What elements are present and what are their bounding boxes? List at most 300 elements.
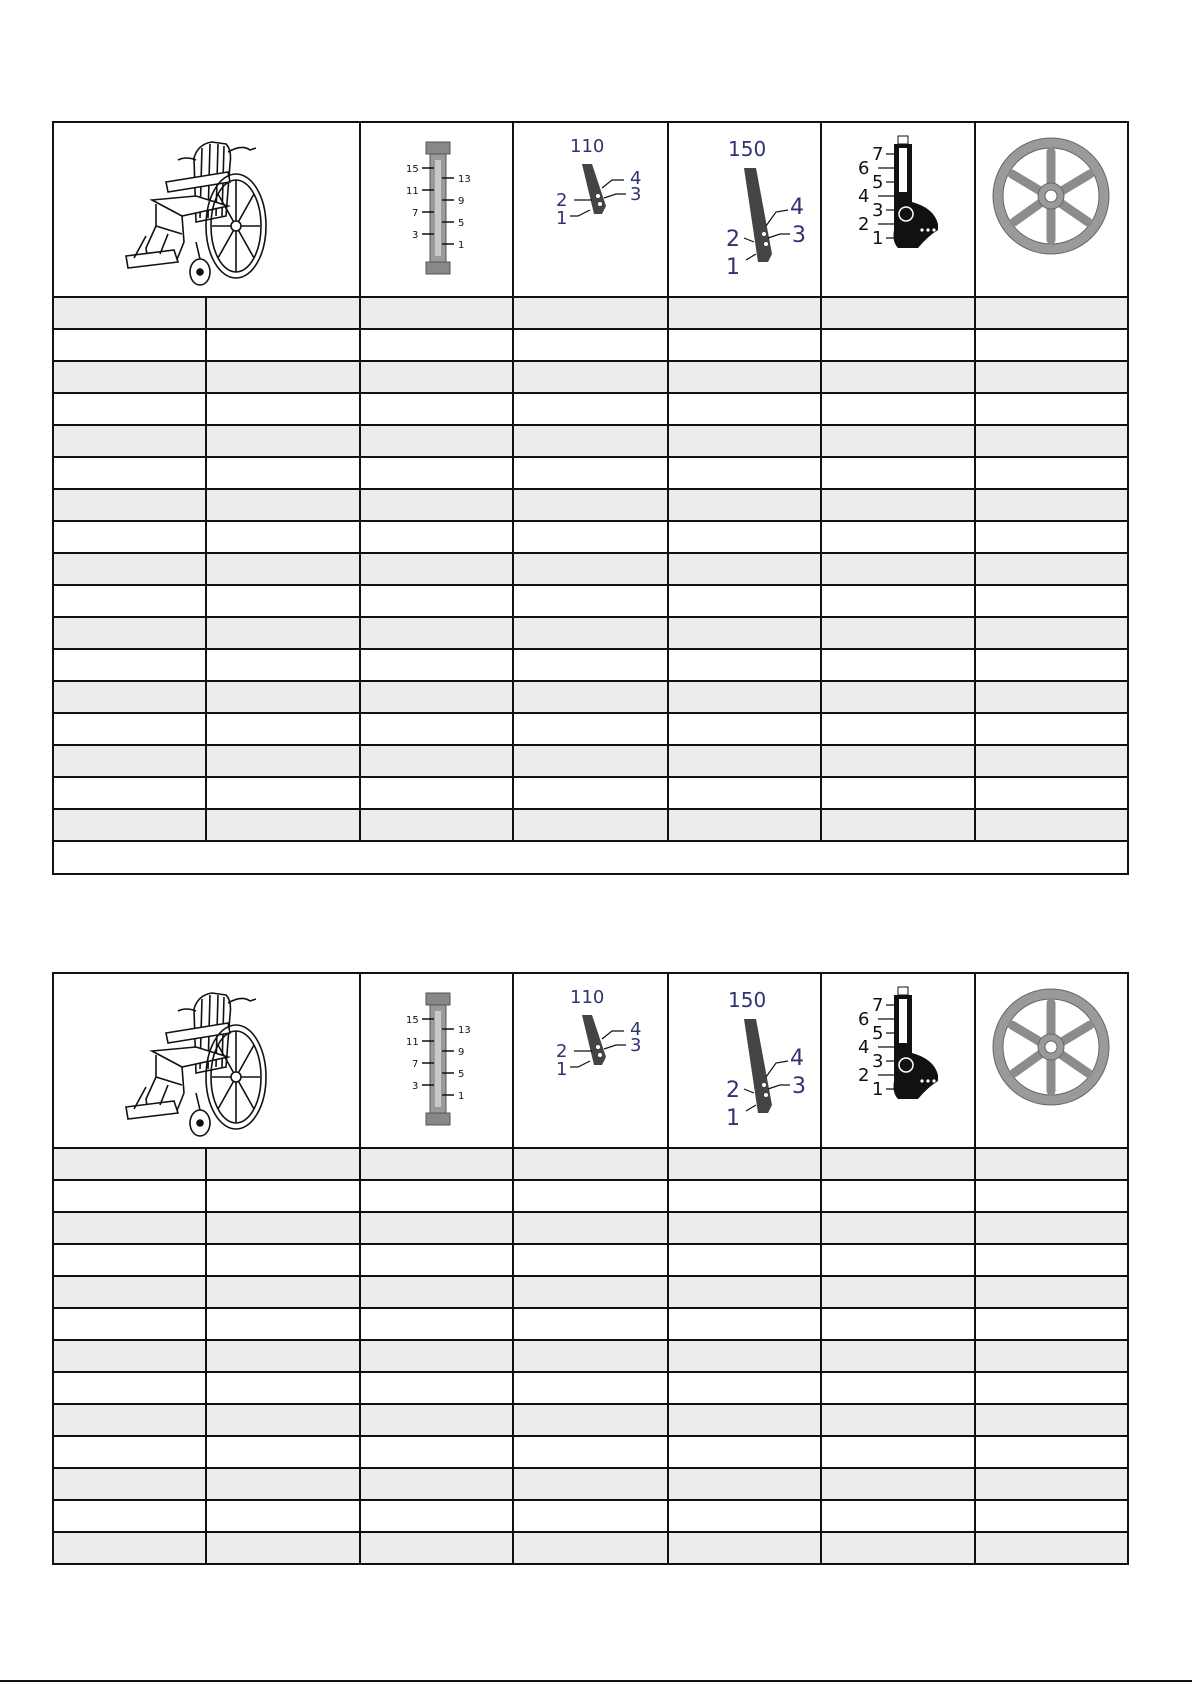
table-cell[interactable] [53,1372,206,1404]
table-cell[interactable] [668,585,821,617]
caster-label: 2 [857,1064,870,1086]
table-cell[interactable] [360,1244,513,1276]
table-cell[interactable] [668,393,821,425]
table-cell[interactable] [975,1468,1128,1500]
caster-label: 1 [871,227,884,249]
table-cell[interactable] [821,1340,974,1372]
table-row [53,681,1128,713]
table-cell[interactable] [975,553,1128,585]
table-row [53,1308,1128,1340]
table-cell[interactable] [360,1404,513,1436]
table-cell[interactable] [360,809,513,841]
table-row [53,1148,1128,1180]
table-cell[interactable] [668,521,821,553]
table-cell[interactable] [360,1468,513,1500]
table-cell[interactable] [668,681,821,713]
scale-label-left: 15 [405,1014,419,1026]
table-row [53,1468,1128,1500]
table-cell[interactable] [821,1308,974,1340]
table-footer-row [53,841,1128,874]
table-cell[interactable] [360,521,513,553]
scale-label-right: 1 [457,239,464,251]
bracket-150-cell [668,122,821,297]
table-row [53,777,1128,809]
table-cell[interactable] [513,1532,667,1564]
table-cell[interactable] [360,489,513,521]
bracket-label: 1 [726,1105,741,1131]
bracket-150-cell [668,973,821,1148]
table-cell[interactable] [53,1148,206,1180]
table-row [53,617,1128,649]
table-cell[interactable] [53,457,206,489]
caster-label: 4 [857,1036,870,1058]
table-cell[interactable] [668,329,821,361]
table-cell[interactable] [53,329,206,361]
wheel-icon [986,981,1116,1141]
bracket-title: 110 [570,986,605,1008]
table-cell[interactable] [360,1148,513,1180]
bracket-title: 150 [728,136,767,161]
table-cell[interactable] [668,1532,821,1564]
table-cell[interactable] [513,297,667,329]
table-cell[interactable] [206,489,359,521]
table-row [53,553,1128,585]
table-cell[interactable] [668,1500,821,1532]
table-cell[interactable] [53,649,206,681]
table-cell[interactable] [360,1276,513,1308]
table-cell[interactable] [53,553,206,585]
table-cell[interactable] [668,425,821,457]
table-cell[interactable] [513,713,667,745]
table-cell[interactable] [821,457,974,489]
table-cell[interactable] [206,1148,359,1180]
table-cell[interactable] [513,521,667,553]
bracket-icon [684,130,807,290]
table-cell[interactable] [975,297,1128,329]
table-cell[interactable] [206,809,359,841]
table-cell[interactable] [975,457,1128,489]
table-cell[interactable] [975,489,1128,521]
table-cell[interactable] [206,1340,359,1372]
table-cell[interactable] [821,745,974,777]
scale-label-right: 9 [457,1046,464,1058]
table-cell[interactable] [360,681,513,713]
table-cell[interactable] [360,553,513,585]
table-cell[interactable] [360,1532,513,1564]
table-cell[interactable] [975,1340,1128,1372]
table-cell[interactable] [206,457,359,489]
table-cell[interactable] [513,1372,667,1404]
table-cell[interactable] [668,713,821,745]
caster-label: 6 [857,157,870,179]
table-row [53,1276,1128,1308]
caster-label: 5 [871,171,884,193]
wheelchair-icon [116,130,296,290]
caster-label: 5 [871,1022,884,1044]
table-cell[interactable] [668,489,821,521]
table-cell[interactable] [206,1404,359,1436]
table-cell[interactable] [206,425,359,457]
table-cell[interactable] [360,457,513,489]
rear-wheel-cell [975,122,1128,297]
table-cell[interactable] [821,585,974,617]
table-cell[interactable] [53,745,206,777]
page-bottom-rule [0,1680,1192,1682]
table-cell[interactable] [53,1500,206,1532]
caster-fork-icon [838,981,958,1141]
table-row [53,489,1128,521]
table-row [53,1500,1128,1532]
table-cell[interactable] [53,681,206,713]
table-cell[interactable] [975,1180,1128,1212]
table-cell[interactable] [53,1436,206,1468]
table-cell[interactable] [821,329,974,361]
table-cell[interactable] [53,297,206,329]
table-cell[interactable] [206,777,359,809]
bracket-label: 4 [630,1018,642,1040]
table-row [53,361,1128,393]
table-cell[interactable] [206,521,359,553]
wheel-icon [986,130,1116,290]
table-cell[interactable] [360,393,513,425]
bracket-label: 2 [726,1077,741,1103]
scale-label-right: 9 [457,195,464,207]
table-cell[interactable] [206,585,359,617]
table-cell[interactable] [206,617,359,649]
table-cell[interactable] [206,1468,359,1500]
table-cell[interactable] [668,1340,821,1372]
table-cell[interactable] [513,1212,667,1244]
table-cell[interactable] [821,809,974,841]
table-cell[interactable] [975,1148,1128,1180]
table-cell[interactable] [513,1340,667,1372]
table-cell[interactable] [821,1500,974,1532]
table-cell[interactable] [360,1308,513,1340]
table-cell[interactable] [513,1276,667,1308]
table-cell[interactable] [975,1372,1128,1404]
table-cell[interactable] [360,425,513,457]
table-cell[interactable] [975,361,1128,393]
table-cell[interactable] [821,521,974,553]
table-cell[interactable] [668,457,821,489]
bracket-label: 4 [790,194,805,220]
seat-height-scale-cell [360,973,513,1148]
table-cell[interactable] [975,1276,1128,1308]
table-cell[interactable] [53,1532,206,1564]
caster-label: 7 [871,143,884,165]
table-cell[interactable] [360,1340,513,1372]
table-row [53,1372,1128,1404]
table-cell[interactable] [668,1308,821,1340]
table-cell[interactable] [206,297,359,329]
table-cell[interactable] [206,393,359,425]
table-cell[interactable] [668,745,821,777]
table-cell[interactable] [53,713,206,745]
table-cell[interactable] [206,1308,359,1340]
bracket-label: 2 [556,1040,568,1062]
table-cell[interactable] [975,777,1128,809]
table-cell[interactable] [206,745,359,777]
table-cell[interactable] [206,713,359,745]
table-cell[interactable] [206,329,359,361]
table-cell[interactable] [821,1244,974,1276]
settings-table-1 [52,121,1129,875]
ruler-scale-icon [382,130,492,290]
table-cell[interactable] [360,329,513,361]
caster-fork-icon [838,130,958,290]
table-cell[interactable] [975,1436,1128,1468]
table-cell[interactable] [975,521,1128,553]
table-cell[interactable] [975,1308,1128,1340]
table-cell[interactable] [821,1436,974,1468]
table-row [53,521,1128,553]
table-cell[interactable] [975,1212,1128,1244]
bracket-label: 1 [726,254,741,280]
table-cell[interactable] [513,329,667,361]
table-cell[interactable] [206,681,359,713]
table-cell[interactable] [975,681,1128,713]
wheelchair-cell [53,973,360,1148]
table-cell[interactable] [206,1276,359,1308]
caster-fork-cell [821,122,974,297]
table-cell[interactable] [513,1308,667,1340]
scale-label-left: 7 [411,207,418,219]
table-cell[interactable] [821,777,974,809]
table-cell[interactable] [668,617,821,649]
table-cell[interactable] [360,617,513,649]
table-row [53,1340,1128,1372]
table-cell[interactable] [821,1404,974,1436]
table-footer-cell[interactable] [53,841,1128,874]
table-cell[interactable] [668,1212,821,1244]
table-cell[interactable] [975,393,1128,425]
table-cell[interactable] [513,681,667,713]
bracket-label: 4 [630,167,642,189]
table-cell[interactable] [668,649,821,681]
table-cell[interactable] [668,809,821,841]
table-cell[interactable] [360,297,513,329]
header-row [53,122,1128,297]
table-cell[interactable] [53,1276,206,1308]
table-cell[interactable] [206,1500,359,1532]
table-cell[interactable] [975,617,1128,649]
table-cell[interactable] [53,809,206,841]
table-cell[interactable] [975,1500,1128,1532]
bracket-label: 2 [726,226,741,252]
scale-label-left: 15 [405,163,419,175]
table-cell[interactable] [53,1340,206,1372]
table-cell[interactable] [821,1372,974,1404]
table-cell[interactable] [53,1468,206,1500]
table-cell[interactable] [821,393,974,425]
table-cell[interactable] [668,1404,821,1436]
table-row [53,809,1128,841]
table-cell[interactable] [668,1148,821,1180]
scale-label-left: 11 [405,1036,419,1048]
scale-label-right: 5 [457,1068,464,1080]
table-cell[interactable] [206,1244,359,1276]
table-cell[interactable] [206,649,359,681]
table-cell[interactable] [975,649,1128,681]
table-cell[interactable] [53,1404,206,1436]
table-cell[interactable] [975,1404,1128,1436]
table-cell[interactable] [513,585,667,617]
table-cell[interactable] [513,457,667,489]
bracket-110-cell [513,122,667,297]
table-cell[interactable] [513,745,667,777]
bracket-title: 110 [570,135,605,157]
table-cell[interactable] [206,553,359,585]
scale-label-right: 13 [457,1024,471,1036]
caster-label: 6 [857,1008,870,1030]
table-cell[interactable] [53,1308,206,1340]
table-cell[interactable] [513,553,667,585]
table-cell[interactable] [206,1180,359,1212]
table-cell[interactable] [821,1276,974,1308]
table-cell[interactable] [53,617,206,649]
rear-wheel-cell [975,973,1128,1148]
wheelchair-icon [116,981,296,1141]
caster-label: 2 [857,213,870,235]
table-cell[interactable] [821,617,974,649]
table-cell[interactable] [53,777,206,809]
table-row [53,329,1128,361]
table-cell[interactable] [668,777,821,809]
table-cell[interactable] [975,745,1128,777]
table-cell[interactable] [513,1180,667,1212]
table-cell[interactable] [53,1244,206,1276]
table-cell[interactable] [513,649,667,681]
scale-label-right: 1 [457,1090,464,1102]
table-cell[interactable] [53,1212,206,1244]
table-cell[interactable] [53,521,206,553]
table-cell[interactable] [53,489,206,521]
table-cell[interactable] [821,1212,974,1244]
bracket-label: 3 [792,222,807,248]
table-cell[interactable] [360,585,513,617]
table-cell[interactable] [513,1436,667,1468]
table-cell[interactable] [206,1532,359,1564]
table-cell[interactable] [513,777,667,809]
table-cell[interactable] [975,1244,1128,1276]
table-cell[interactable] [821,713,974,745]
table-cell[interactable] [360,713,513,745]
caster-label: 3 [871,199,884,221]
table-cell[interactable] [360,1436,513,1468]
table-cell[interactable] [513,1148,667,1180]
bracket-label: 3 [630,1034,642,1056]
table-cell[interactable] [821,361,974,393]
table-cell[interactable] [513,1468,667,1500]
table-row [53,585,1128,617]
scale-label-left: 3 [411,1080,418,1092]
seat-height-scale-cell [360,122,513,297]
table-cell[interactable] [360,1180,513,1212]
table-cell[interactable] [668,297,821,329]
table-cell[interactable] [513,1404,667,1436]
table-cell[interactable] [821,297,974,329]
table-row [53,713,1128,745]
bracket-title: 150 [728,987,767,1012]
table-cell[interactable] [821,489,974,521]
table-cell[interactable] [513,809,667,841]
table-cell[interactable] [53,393,206,425]
table-cell[interactable] [360,1372,513,1404]
table-cell[interactable] [206,361,359,393]
table-row [53,393,1128,425]
table-cell[interactable] [53,1180,206,1212]
table-row [53,425,1128,457]
table-cell[interactable] [668,1372,821,1404]
table-cell[interactable] [668,1468,821,1500]
bracket-label: 1 [556,207,568,229]
table-cell[interactable] [360,1212,513,1244]
table-cell[interactable] [53,361,206,393]
table-cell[interactable] [513,489,667,521]
table-cell[interactable] [821,553,974,585]
settings-table-2 [52,972,1129,1565]
table-cell[interactable] [821,681,974,713]
caster-label: 7 [871,994,884,1016]
table-cell[interactable] [206,1436,359,1468]
table-cell[interactable] [975,809,1128,841]
table-cell[interactable] [668,553,821,585]
table-cell[interactable] [975,425,1128,457]
table-cell[interactable] [360,777,513,809]
table-cell[interactable] [206,1372,359,1404]
table-cell[interactable] [53,425,206,457]
table-cell[interactable] [668,361,821,393]
table-cell[interactable] [668,1276,821,1308]
caster-label: 4 [857,185,870,207]
table-cell[interactable] [513,425,667,457]
table-cell[interactable] [975,1532,1128,1564]
table-cell[interactable] [668,1436,821,1468]
table-cell[interactable] [821,649,974,681]
scale-label-right: 5 [457,217,464,229]
table-cell[interactable] [821,1148,974,1180]
table-cell[interactable] [360,649,513,681]
table-cell[interactable] [821,1180,974,1212]
table-row [53,1404,1128,1436]
table-cell[interactable] [513,1500,667,1532]
table-cell[interactable] [821,425,974,457]
table-row [53,1244,1128,1276]
table-cell[interactable] [975,713,1128,745]
table-row [53,1436,1128,1468]
scale-label-left: 11 [405,185,419,197]
wheelchair-cell [53,122,360,297]
table-cell[interactable] [360,1500,513,1532]
table-row [53,745,1128,777]
table-cell[interactable] [360,745,513,777]
table-cell[interactable] [668,1180,821,1212]
table-cell[interactable] [513,1244,667,1276]
table-cell[interactable] [360,361,513,393]
table-cell[interactable] [975,329,1128,361]
table-cell[interactable] [53,585,206,617]
table-cell[interactable] [975,585,1128,617]
table-cell[interactable] [513,361,667,393]
table-cell[interactable] [513,393,667,425]
table-cell[interactable] [513,617,667,649]
table-cell[interactable] [821,1532,974,1564]
bracket-icon [530,130,650,290]
table-cell[interactable] [668,1244,821,1276]
table-cell[interactable] [821,1468,974,1500]
caster-label: 3 [871,1050,884,1072]
table-cell[interactable] [206,1212,359,1244]
